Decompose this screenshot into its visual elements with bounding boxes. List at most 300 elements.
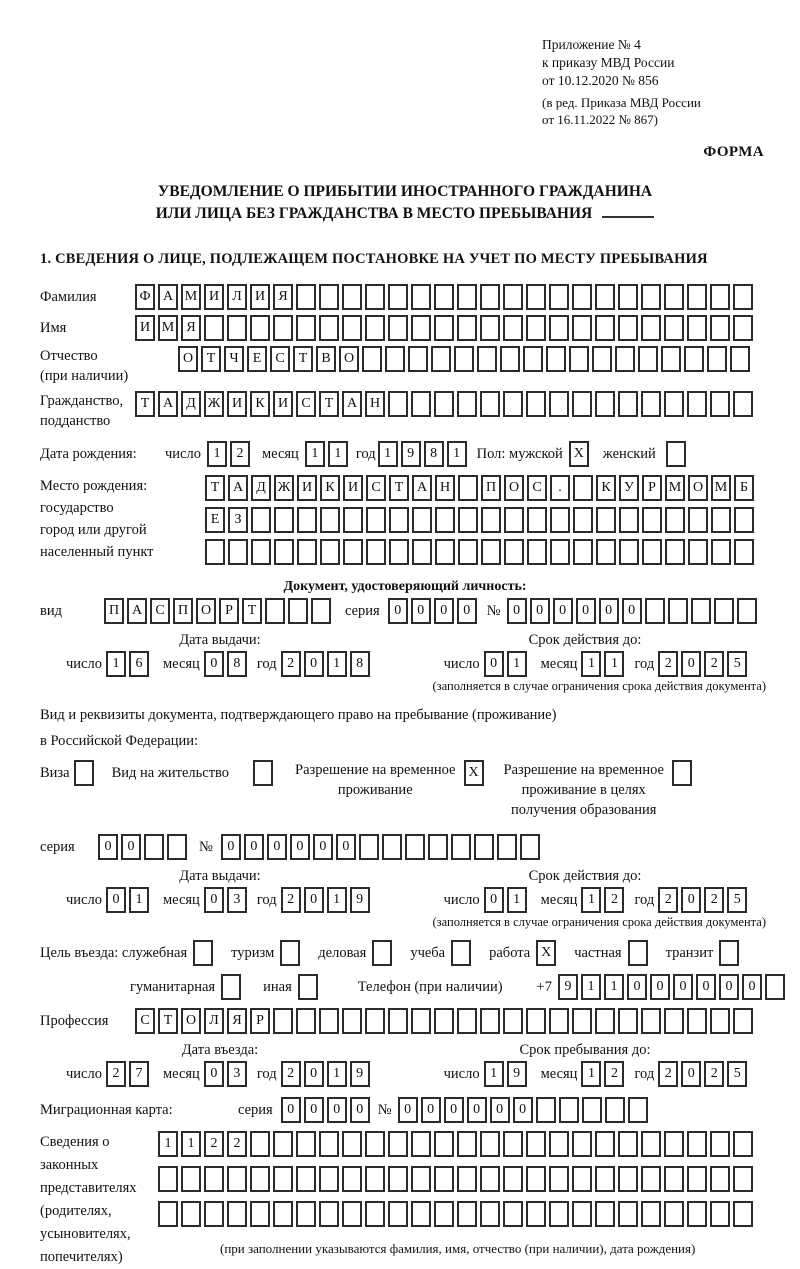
form-cell[interactable] [481,539,501,565]
form-cell[interactable] [74,760,94,786]
form-cell[interactable]: 0 [490,1097,510,1123]
form-cell[interactable] [687,284,707,310]
form-cell[interactable]: 1 [181,1131,201,1157]
form-cell[interactable] [382,834,402,860]
form-cell[interactable] [688,539,708,565]
form-cell[interactable]: К [320,475,340,501]
form-cell[interactable]: 1 [327,1061,347,1087]
form-cell[interactable]: Я [227,1008,247,1034]
form-cell[interactable] [734,539,754,565]
form-cell[interactable]: А [228,475,248,501]
form-cell[interactable]: К [596,475,616,501]
form-cell[interactable] [687,315,707,341]
form-cell[interactable]: 2 [704,651,724,677]
form-cell[interactable] [205,539,225,565]
form-cell[interactable]: 1 [305,441,325,467]
form-cell[interactable] [273,315,293,341]
form-cell[interactable] [641,1201,661,1227]
form-cell[interactable] [412,507,432,533]
form-cell[interactable] [523,346,543,372]
form-cell[interactable]: 2 [704,887,724,913]
form-cell[interactable] [320,507,340,533]
form-cell[interactable]: 0 [681,887,701,913]
form-cell[interactable]: 0 [221,834,241,860]
form-cell[interactable] [664,1166,684,1192]
form-cell[interactable] [342,284,362,310]
form-cell[interactable] [411,1201,431,1227]
form-cell[interactable]: 0 [98,834,118,860]
form-cell[interactable]: 0 [467,1097,487,1123]
form-cell[interactable] [343,539,363,565]
form-cell[interactable]: П [173,598,193,624]
form-cell[interactable]: Р [250,1008,270,1034]
form-cell[interactable]: А [342,391,362,417]
form-cell[interactable]: 8 [424,441,444,467]
form-cell[interactable]: И [297,475,317,501]
form-cell[interactable]: 2 [658,1061,678,1087]
form-cell[interactable]: 1 [207,441,227,467]
form-cell[interactable] [526,391,546,417]
form-cell[interactable] [388,1131,408,1157]
form-cell[interactable]: 3 [227,1061,247,1087]
form-cell[interactable]: З [228,507,248,533]
form-cell[interactable] [710,1166,730,1192]
form-cell[interactable] [641,315,661,341]
form-cell[interactable]: Б [734,475,754,501]
form-cell[interactable]: К [250,391,270,417]
form-cell[interactable] [526,315,546,341]
form-cell[interactable]: 1 [327,651,347,677]
form-cell[interactable]: Ж [204,391,224,417]
form-cell[interactable] [296,1201,316,1227]
form-cell[interactable] [251,507,271,533]
form-cell[interactable]: О [339,346,359,372]
form-cell[interactable]: 2 [604,1061,624,1087]
form-cell[interactable] [204,315,224,341]
form-cell[interactable] [480,284,500,310]
form-cell[interactable]: 0 [673,974,693,1000]
form-cell[interactable] [457,1131,477,1157]
form-cell[interactable] [457,1166,477,1192]
form-cell[interactable]: 0 [204,651,224,677]
form-cell[interactable] [730,346,750,372]
form-cell[interactable] [733,1008,753,1034]
form-cell[interactable] [642,539,662,565]
form-cell[interactable]: С [527,475,547,501]
form-cell[interactable] [710,284,730,310]
form-cell[interactable] [504,539,524,565]
form-cell[interactable] [296,284,316,310]
form-cell[interactable]: 0 [457,598,477,624]
form-cell[interactable] [572,1166,592,1192]
form-cell[interactable]: 2 [204,1131,224,1157]
form-cell[interactable]: 0 [507,598,527,624]
form-cell[interactable]: М [158,315,178,341]
form-cell[interactable] [733,315,753,341]
form-cell[interactable] [687,1131,707,1157]
form-cell[interactable] [572,391,592,417]
form-cell[interactable] [691,598,711,624]
form-cell[interactable] [273,1131,293,1157]
form-cell[interactable] [710,391,730,417]
form-cell[interactable] [641,284,661,310]
form-cell[interactable]: 1 [327,887,347,913]
form-cell[interactable]: С [366,475,386,501]
form-cell[interactable] [572,315,592,341]
form-cell[interactable]: И [204,284,224,310]
form-cell[interactable] [497,834,517,860]
form-cell[interactable] [642,507,662,533]
form-cell[interactable] [664,391,684,417]
form-cell[interactable]: 9 [350,1061,370,1087]
form-cell[interactable] [411,391,431,417]
form-cell[interactable]: Л [204,1008,224,1034]
form-cell[interactable]: 2 [227,1131,247,1157]
form-cell[interactable] [362,346,382,372]
form-cell[interactable]: У [619,475,639,501]
form-cell[interactable]: Я [181,315,201,341]
form-cell[interactable] [687,1008,707,1034]
form-cell[interactable] [582,1097,602,1123]
form-cell[interactable] [458,475,478,501]
form-cell[interactable] [503,284,523,310]
form-cell[interactable] [664,1008,684,1034]
form-cell[interactable] [595,1131,615,1157]
form-cell[interactable] [451,834,471,860]
form-cell[interactable] [319,315,339,341]
form-cell[interactable] [664,284,684,310]
form-cell[interactable]: 1 [129,887,149,913]
form-cell[interactable]: А [158,391,178,417]
form-cell[interactable] [661,346,681,372]
form-cell[interactable] [227,1166,247,1192]
form-cell[interactable] [595,391,615,417]
form-cell[interactable]: Т [205,475,225,501]
form-cell[interactable] [457,391,477,417]
form-cell[interactable] [710,1201,730,1227]
form-cell[interactable] [480,315,500,341]
form-cell[interactable]: 2 [704,1061,724,1087]
form-cell[interactable] [714,598,734,624]
form-cell[interactable]: 0 [622,598,642,624]
form-cell[interactable] [503,391,523,417]
form-cell[interactable] [388,315,408,341]
form-cell[interactable] [596,539,616,565]
form-cell[interactable] [221,974,241,1000]
form-cell[interactable]: Т [242,598,262,624]
form-cell[interactable] [503,315,523,341]
form-cell[interactable] [319,1131,339,1157]
form-cell[interactable] [411,1166,431,1192]
form-cell[interactable]: 0 [350,1097,370,1123]
form-cell[interactable] [595,1166,615,1192]
form-cell[interactable] [618,1166,638,1192]
form-cell[interactable]: О [196,598,216,624]
form-cell[interactable]: 1 [604,651,624,677]
form-cell[interactable] [342,1008,362,1034]
form-cell[interactable] [572,1131,592,1157]
form-cell[interactable]: 0 [313,834,333,860]
form-cell[interactable]: 0 [398,1097,418,1123]
form-cell[interactable] [684,346,704,372]
form-cell[interactable]: 2 [281,651,301,677]
form-cell[interactable]: Д [181,391,201,417]
form-cell[interactable] [273,1201,293,1227]
form-cell[interactable] [408,346,428,372]
form-cell[interactable]: 2 [281,887,301,913]
form-cell[interactable] [733,391,753,417]
form-cell[interactable]: 0 [719,974,739,1000]
form-cell[interactable]: 2 [658,651,678,677]
form-cell[interactable]: 2 [106,1061,126,1087]
form-cell[interactable]: 1 [158,1131,178,1157]
form-cell[interactable] [549,1008,569,1034]
form-cell[interactable] [618,391,638,417]
form-cell[interactable] [274,539,294,565]
form-cell[interactable] [737,598,757,624]
form-cell[interactable] [618,284,638,310]
form-cell[interactable]: 1 [581,1061,601,1087]
form-cell[interactable]: X [536,940,556,966]
form-cell[interactable] [628,1097,648,1123]
form-cell[interactable] [549,1201,569,1227]
form-cell[interactable] [227,1201,247,1227]
form-cell[interactable] [389,539,409,565]
form-cell[interactable]: 0 [434,598,454,624]
form-cell[interactable] [595,284,615,310]
form-cell[interactable]: 0 [281,1097,301,1123]
form-cell[interactable] [595,315,615,341]
form-cell[interactable] [687,1166,707,1192]
form-cell[interactable]: 0 [411,598,431,624]
form-cell[interactable] [641,1166,661,1192]
form-cell[interactable]: 0 [304,1097,324,1123]
form-cell[interactable]: М [181,284,201,310]
form-cell[interactable] [711,539,731,565]
form-cell[interactable]: 0 [553,598,573,624]
form-cell[interactable] [615,346,635,372]
form-cell[interactable]: 0 [290,834,310,860]
form-cell[interactable] [366,539,386,565]
form-cell[interactable]: 7 [129,1061,149,1087]
form-cell[interactable] [454,346,474,372]
form-cell[interactable]: 0 [304,1061,324,1087]
form-cell[interactable] [296,1131,316,1157]
form-cell[interactable]: 9 [350,887,370,913]
form-cell[interactable] [158,1166,178,1192]
form-cell[interactable] [434,1166,454,1192]
form-cell[interactable] [573,539,593,565]
form-cell[interactable]: М [665,475,685,501]
form-cell[interactable] [480,1131,500,1157]
form-cell[interactable]: 0 [106,887,126,913]
form-cell[interactable]: О [688,475,708,501]
form-cell[interactable] [319,1008,339,1034]
form-cell[interactable]: 8 [350,651,370,677]
form-cell[interactable] [480,1008,500,1034]
form-cell[interactable] [365,1008,385,1034]
form-cell[interactable] [405,834,425,860]
form-cell[interactable]: 5 [727,887,747,913]
form-cell[interactable]: 1 [581,974,601,1000]
form-cell[interactable]: . [550,475,570,501]
form-cell[interactable] [526,1008,546,1034]
form-cell[interactable] [227,315,247,341]
form-cell[interactable] [250,1166,270,1192]
form-cell[interactable]: 1 [106,651,126,677]
form-cell[interactable]: 0 [304,651,324,677]
form-cell[interactable] [385,346,405,372]
form-cell[interactable]: Н [365,391,385,417]
form-cell[interactable] [595,1201,615,1227]
form-cell[interactable]: 1 [328,441,348,467]
form-cell[interactable] [527,507,547,533]
form-cell[interactable] [549,315,569,341]
form-cell[interactable]: 2 [658,887,678,913]
form-cell[interactable] [618,315,638,341]
form-cell[interactable] [411,315,431,341]
form-cell[interactable] [274,507,294,533]
form-cell[interactable]: В [316,346,336,372]
form-cell[interactable]: 1 [447,441,467,467]
form-cell[interactable] [411,1131,431,1157]
form-cell[interactable]: Т [201,346,221,372]
form-cell[interactable] [480,1201,500,1227]
form-cell[interactable] [296,1166,316,1192]
form-cell[interactable] [434,1008,454,1034]
form-cell[interactable] [250,1131,270,1157]
form-cell[interactable]: Т [293,346,313,372]
form-cell[interactable] [687,391,707,417]
form-cell[interactable] [412,539,432,565]
form-cell[interactable]: Ч [224,346,244,372]
form-cell[interactable] [342,1131,362,1157]
form-cell[interactable] [342,1201,362,1227]
form-cell[interactable]: 0 [444,1097,464,1123]
form-cell[interactable] [595,1008,615,1034]
form-cell[interactable]: 3 [227,887,247,913]
form-cell[interactable] [573,475,593,501]
form-cell[interactable] [411,1008,431,1034]
form-cell[interactable]: 1 [581,887,601,913]
form-cell[interactable] [388,1008,408,1034]
form-cell[interactable] [605,1097,625,1123]
form-cell[interactable]: 0 [244,834,264,860]
form-cell[interactable]: 0 [204,1061,224,1087]
form-cell[interactable]: 0 [484,887,504,913]
form-cell[interactable] [733,1201,753,1227]
form-cell[interactable]: С [296,391,316,417]
form-cell[interactable] [342,1166,362,1192]
form-cell[interactable] [411,284,431,310]
form-cell[interactable] [549,391,569,417]
form-cell[interactable] [389,507,409,533]
form-cell[interactable] [388,1201,408,1227]
form-cell[interactable] [549,1131,569,1157]
form-cell[interactable] [666,441,686,467]
form-cell[interactable] [559,1097,579,1123]
form-cell[interactable] [592,346,612,372]
form-cell[interactable]: 2 [604,887,624,913]
form-cell[interactable]: 1 [507,887,527,913]
form-cell[interactable]: С [135,1008,155,1034]
form-cell[interactable]: И [250,284,270,310]
form-cell[interactable]: И [273,391,293,417]
form-cell[interactable]: О [181,1008,201,1034]
form-cell[interactable]: Т [135,391,155,417]
form-cell[interactable] [707,346,727,372]
form-cell[interactable] [711,507,731,533]
form-cell[interactable] [619,507,639,533]
form-cell[interactable]: X [569,441,589,467]
form-cell[interactable] [618,1131,638,1157]
form-cell[interactable] [645,598,665,624]
form-cell[interactable] [253,760,273,786]
form-cell[interactable]: 0 [304,887,324,913]
form-cell[interactable] [503,1201,523,1227]
form-cell[interactable] [365,284,385,310]
form-cell[interactable] [688,507,708,533]
form-cell[interactable] [618,1008,638,1034]
form-cell[interactable] [710,315,730,341]
form-cell[interactable] [431,346,451,372]
form-cell[interactable]: 0 [484,651,504,677]
form-cell[interactable]: Л [227,284,247,310]
form-cell[interactable]: 1 [581,651,601,677]
form-cell[interactable]: Т [158,1008,178,1034]
form-cell[interactable]: 0 [681,1061,701,1087]
form-cell[interactable]: 2 [281,1061,301,1087]
form-cell[interactable] [251,539,271,565]
form-cell[interactable] [550,507,570,533]
form-cell[interactable]: 0 [121,834,141,860]
form-cell[interactable] [181,1166,201,1192]
form-cell[interactable] [434,391,454,417]
form-cell[interactable] [366,507,386,533]
form-cell[interactable] [619,539,639,565]
form-cell[interactable] [641,1131,661,1157]
form-cell[interactable]: 0 [576,598,596,624]
form-cell[interactable]: 0 [388,598,408,624]
form-cell[interactable] [428,834,448,860]
form-cell[interactable] [733,284,753,310]
form-cell[interactable]: О [504,475,524,501]
form-cell[interactable] [158,1201,178,1227]
form-cell[interactable]: 2 [230,441,250,467]
form-cell[interactable]: X [464,760,484,786]
form-cell[interactable] [734,507,754,533]
form-cell[interactable] [628,940,648,966]
form-cell[interactable]: Я [273,284,293,310]
form-cell[interactable] [434,1201,454,1227]
form-cell[interactable] [228,539,248,565]
form-cell[interactable] [573,507,593,533]
form-cell[interactable] [526,1166,546,1192]
form-cell[interactable] [503,1166,523,1192]
form-cell[interactable]: 6 [129,651,149,677]
form-cell[interactable]: Н [435,475,455,501]
form-cell[interactable] [480,391,500,417]
form-cell[interactable] [668,598,688,624]
form-cell[interactable] [569,346,589,372]
form-cell[interactable] [365,315,385,341]
form-cell[interactable] [280,940,300,966]
form-cell[interactable] [435,539,455,565]
form-cell[interactable] [297,539,317,565]
form-cell[interactable]: 8 [227,651,247,677]
form-cell[interactable]: 5 [727,651,747,677]
form-cell[interactable] [458,507,478,533]
